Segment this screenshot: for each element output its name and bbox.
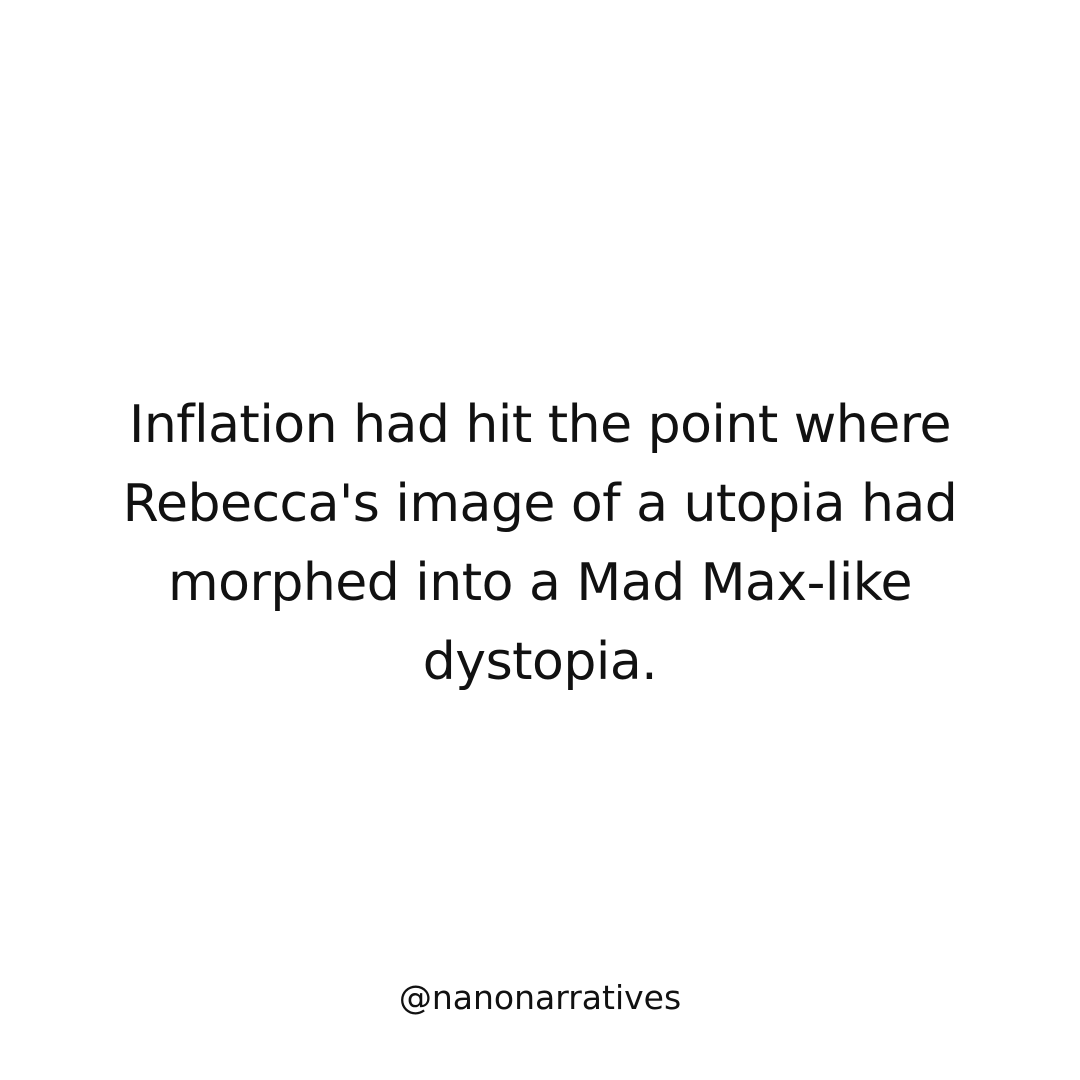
quote-line: morphed into a Mad Max-like xyxy=(167,553,913,613)
quote-text xyxy=(90,386,990,702)
quote-line: Inflation had hit the point where xyxy=(129,395,951,455)
quote-line: Rebecca's image of a utopia had xyxy=(122,474,958,534)
account-handle: @nanonarratives xyxy=(398,978,682,1017)
quote-line: dystopia. xyxy=(422,632,658,692)
